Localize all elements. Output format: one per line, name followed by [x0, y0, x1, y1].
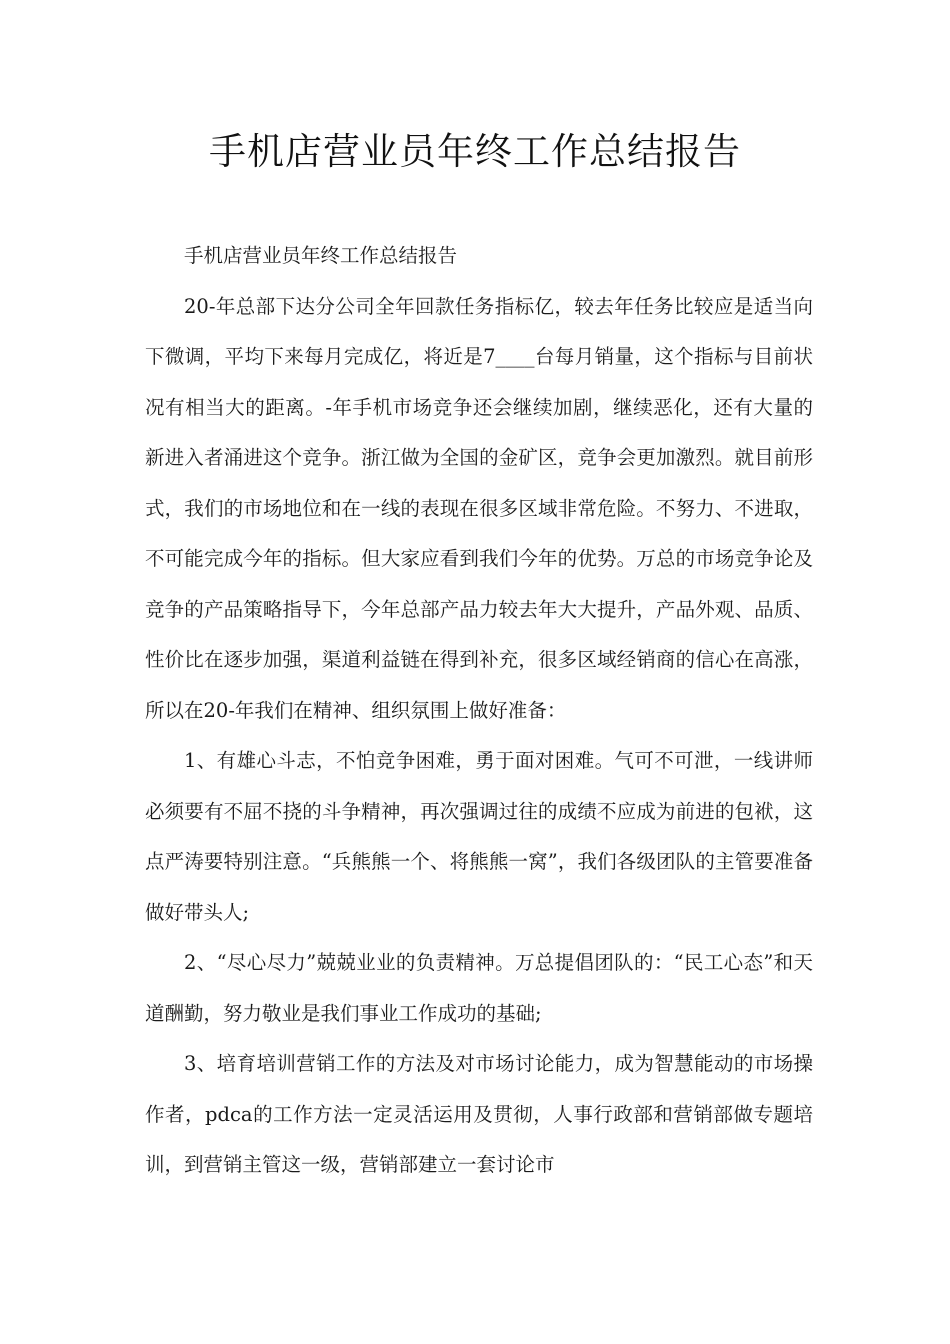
document-body	[145, 231, 813, 1191]
paragraph-subtitle: 手机店营业员年终工作总结报告	[184, 244, 458, 267]
paragraph-overview: 20-年总部下达分公司全年回款任务指标亿，较去年任务比较应是适当向下微调，平均下来每月完成亿，将近是7____台每月销量，这个指标与目前状况有相当大的距离。-年手机市场竞争还会继续加剧，继续恶化，还有大量的新进入者涌进这个竞争。浙江做为全国的金矿区，竞争会更加激烈。就目前形式，我们的市场地位和在一线的表现在很多区域非常危险。不努力、不进取，不可能完成今年的指标。但大家应看到我们今年的优势。万总的市场竞争论及竞争的产品策略指导下，今年总部产品力较去年大大提升，产品外观、品质、性价比在逐步加强，渠道利益链在得到补充，很多区域经销商的信心在高涨，所以在20-年我们在精神、组织氛围上做好准备：	[145, 294, 813, 722]
document-title: 手机店营业员年终工作总结报告	[209, 130, 741, 173]
paragraph-item-1: 1、有雄心斗志，不怕竞争困难，勇于面对困难。气可不可泄，一线讲师必须要有不屈不挠的斗争精神，再次强调过往的成绩不应成为前进的包袱，这点严涛要特别注意。“兵熊熊一个、将熊熊一窝”，我们各级团队的主管要准备做好带头人;	[145, 749, 813, 924]
paragraph-item-2: 2、“尽心尽力”兢兢业业的负责精神。万总提倡团队的：“民工心态”和天道酬勤，努力敬业是我们事业工作成功的基础;	[145, 951, 813, 1025]
paragraph-item-3: 3、培育培训营销工作的方法及对市场讨论能力，成为智慧能动的市场操作者，pdca的工作方法一定灵活运用及贯彻，人事行政部和营销部做专题培训，到营销主管这一级，营销部建立一套讨论市	[145, 1052, 813, 1176]
